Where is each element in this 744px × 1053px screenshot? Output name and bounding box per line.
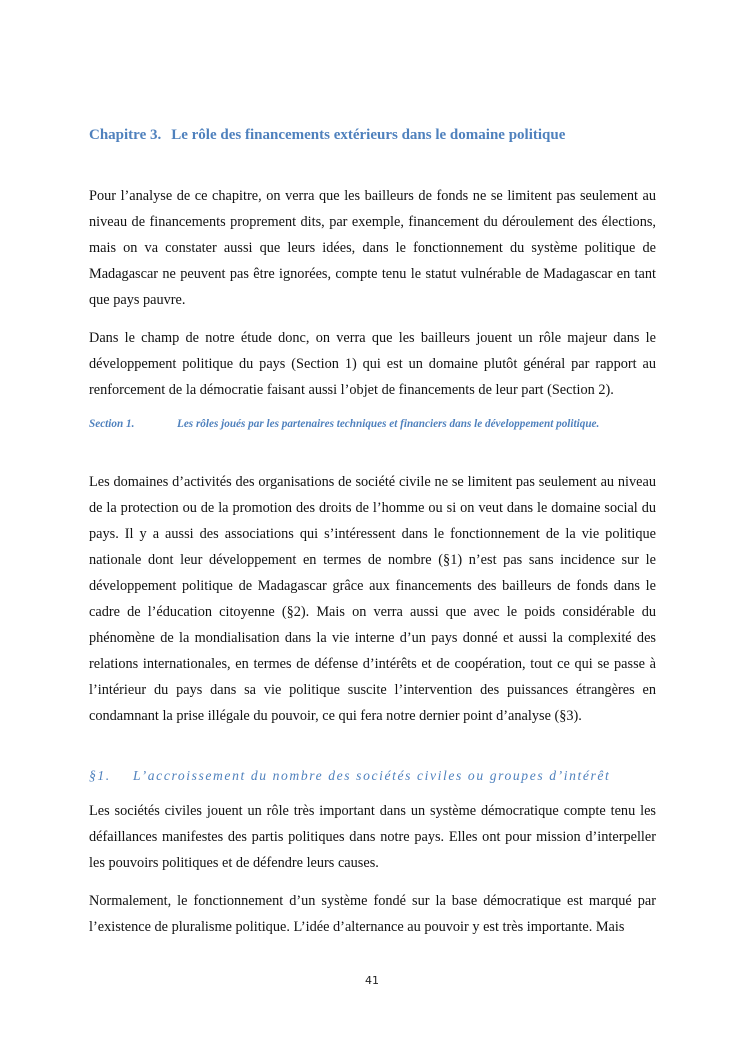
paragraph-civil-society: Les sociétés civiles jouent un rôle très important dans un système démocratique compte tenu les défaillances manifestes des partis politiques dans notre pays. Elles ont pour mission d’interpeller les pouvoirs politiques et de défendre leurs causes.: [89, 803, 656, 871]
paragraph-pluralism: Normalement, le fonctionnement d’un système fondé sur la base démocratique est marqué par l’existence de pluralisme politique. L’idée d’alternance au pouvoir y est très importante. Mais: [89, 893, 656, 935]
paragraph-scope: Dans le champ de notre étude donc, on verra que les bailleurs jouent un rôle majeur dans le développement politique du pays (Section 1) qui est un domaine plutôt général par rapport au renforcement de la démocratie faisant aussi l’objet de financements de leur part (Section 2).: [89, 330, 656, 398]
chapter-number: Chapitre 3.: [89, 127, 162, 143]
chapter-heading: [89, 127, 656, 144]
paragraph-intro: Pour l’analyse de ce chapitre, on verra que les bailleurs de fonds ne se limitent pas seulement au niveau de financements proprement dits, par exemple, financement du déroulement des élections, mais on va constater aussi que leurs idées, dans le fonctionnement du système politique de Madagascar ne peuvent pas être ignorées, compte tenu le statut vulnérable de Madagascar en tant que pays pauvre.: [89, 188, 656, 308]
subsection-number: §1.: [89, 768, 111, 783]
subsection-heading: [89, 768, 656, 784]
paragraph-section-intro: Les domaines d’activités des organisations de société civile ne se limitent pas seulement au niveau de la protection ou de la promotion des droits de l’homme ou si on veut dans le domaine social du pays. Il y a aussi des associations qui s’intéressent dans le fonctionnement de la vie politique nationale dont leur développement en termes de nombre (§1) n’est pas sans incidence sur le développement politique de Madagascar grâce aux financements des bailleurs de fonds dans le cadre de l’éducation citoyenne (§2). Mais on verra aussi que avec le poids considérable du phénomène de la mondialisation dans la vie interne d’un pays donné et aussi la complexité des relations internationales, en termes de défense d’intérêts et de coopération, tout ce qui se passe à l’intérieur du pays dans sa vie politique suscite l’intervention des puissances étrangères en condamnant la prise illégale du pouvoir, ce qui fera notre dernier point d’analyse (§3).: [89, 474, 656, 724]
section-title: Les rôles joués par les partenaires techniques et financiers dans le développement politique.: [177, 418, 600, 430]
page-number: 41: [365, 974, 379, 987]
section-number: Section 1.: [89, 418, 135, 430]
subsection-title: L’accroissement du nombre des sociétés civiles ou groupes d’intérêt: [133, 768, 611, 783]
chapter-title: Le rôle des financements extérieurs dans le domaine politique: [171, 127, 566, 143]
section-heading: [89, 418, 656, 430]
